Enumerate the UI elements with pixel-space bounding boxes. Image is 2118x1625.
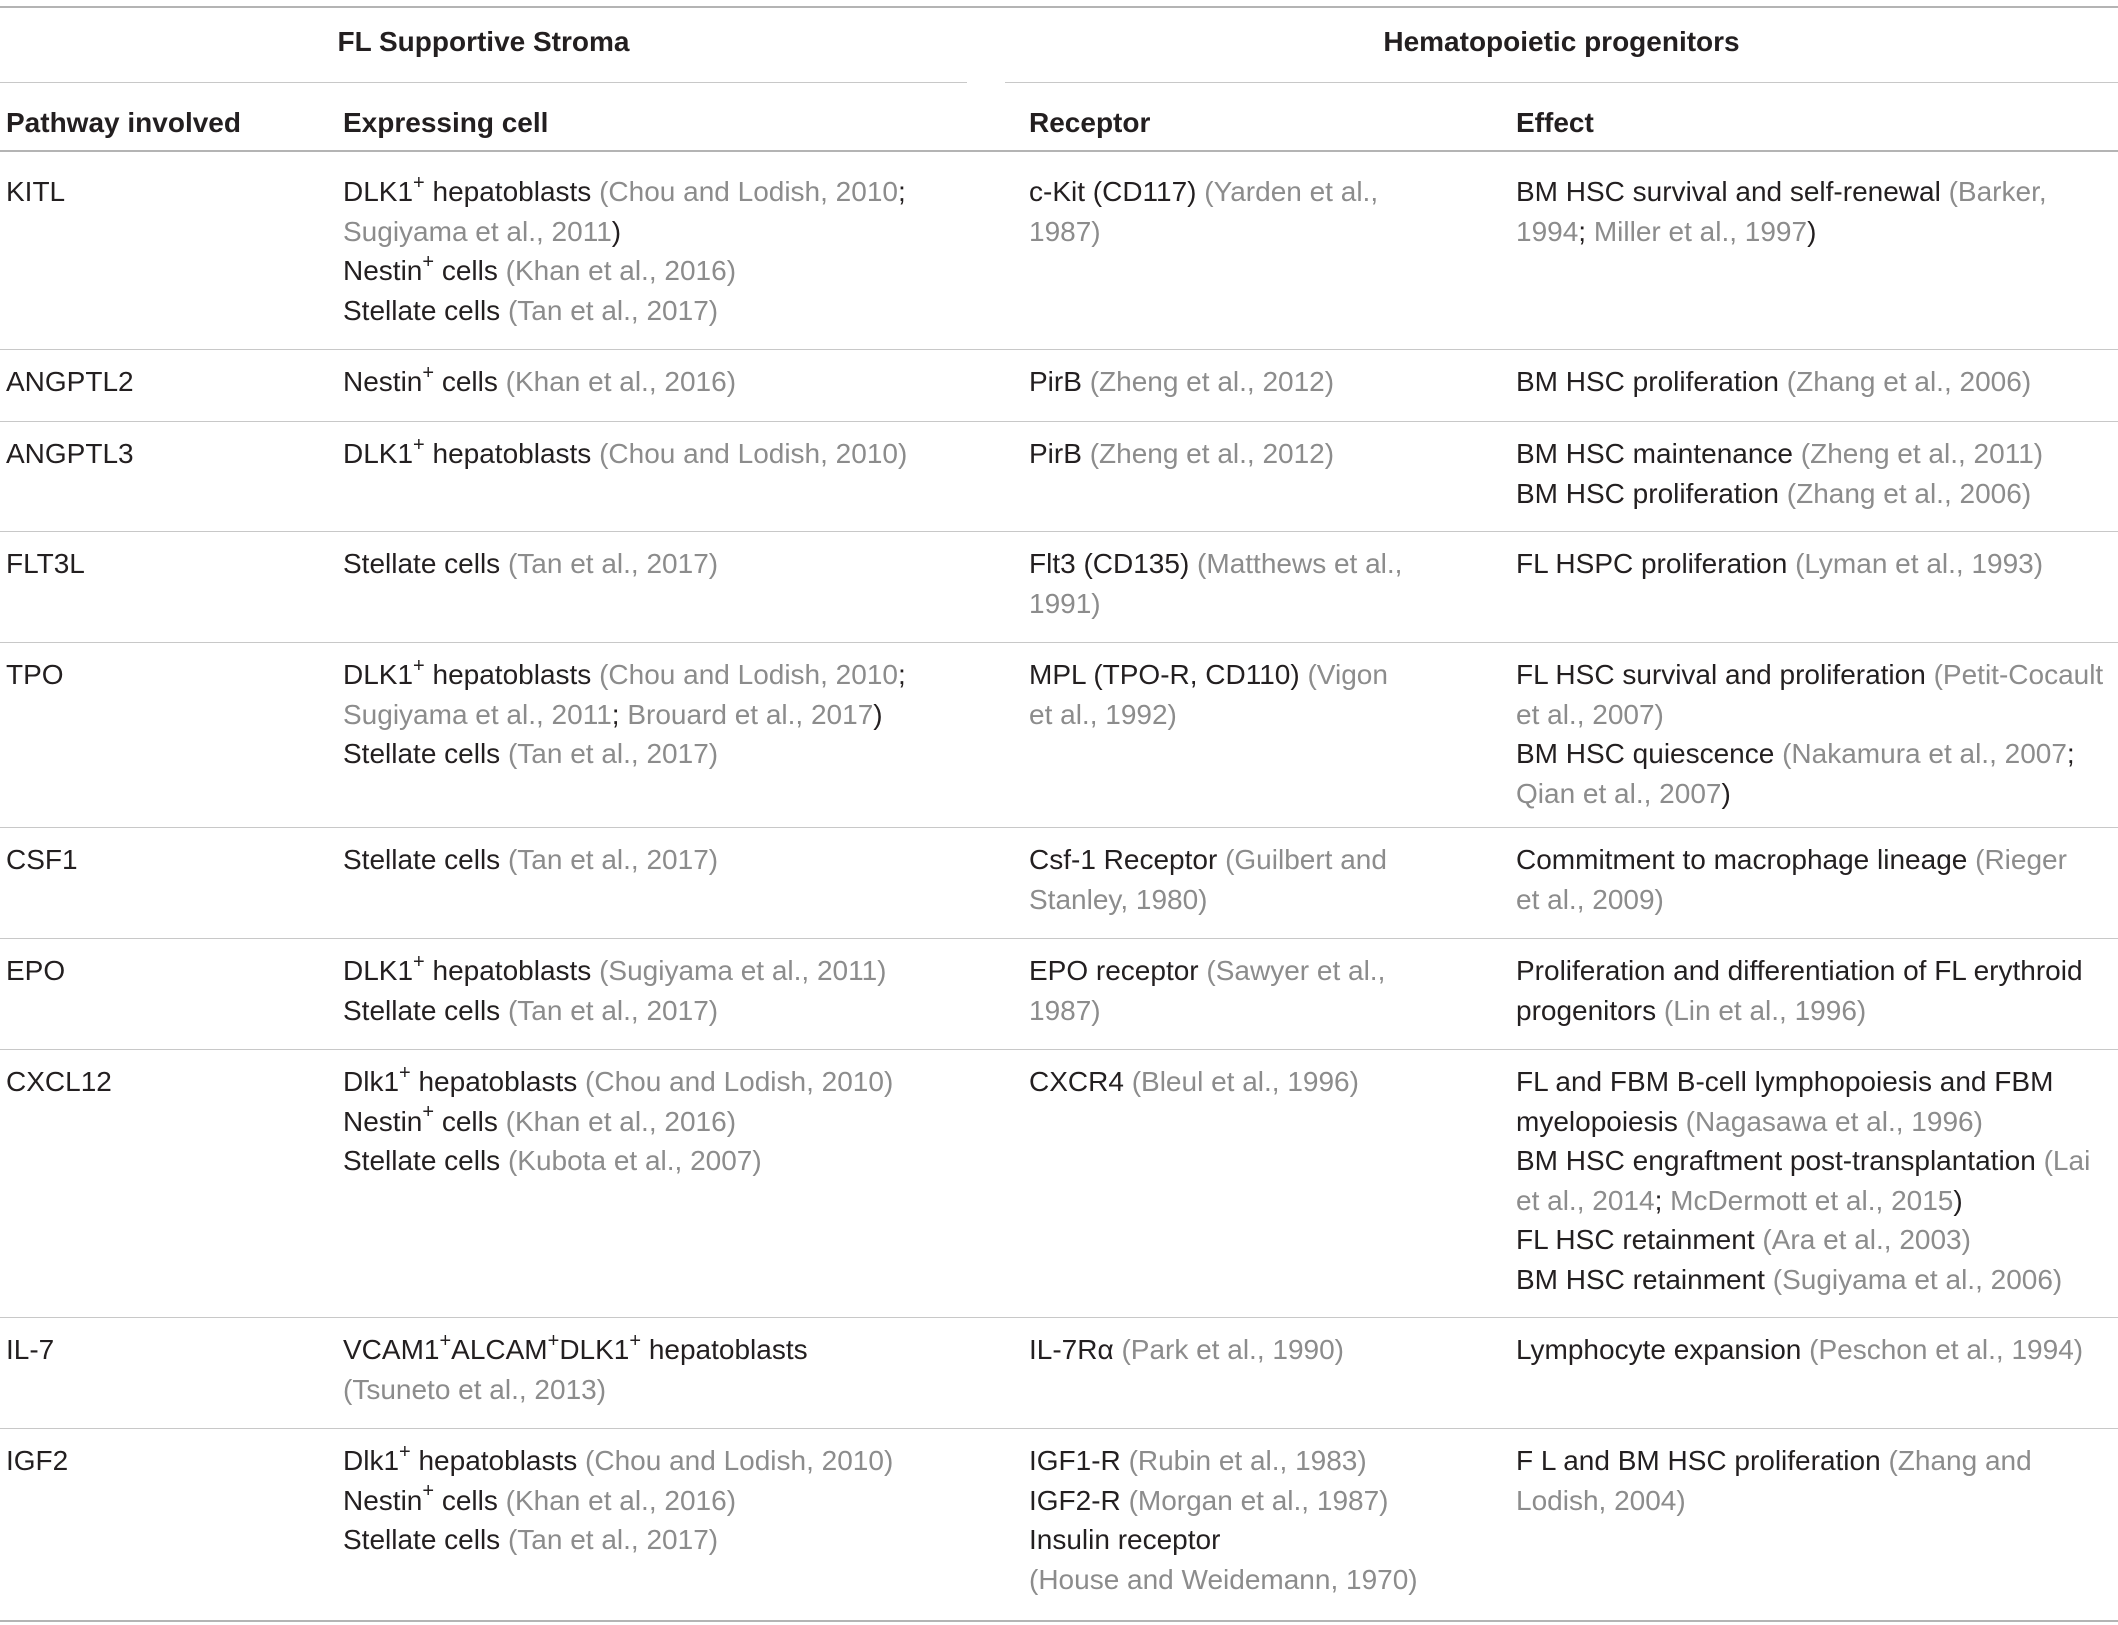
cell-expressing xyxy=(343,172,906,330)
cell-line xyxy=(343,695,906,735)
citation-link[interactable]: McDermott et al., 2015 xyxy=(1670,1184,1954,1216)
citation-link[interactable]: 1987) xyxy=(1029,215,1101,247)
cell-text: Stellate cells xyxy=(343,548,508,579)
citation-link[interactable]: (Zheng et al., 2012) xyxy=(1089,366,1335,397)
cell-line xyxy=(1516,1062,2090,1102)
cell-text: DLK1 xyxy=(343,438,414,469)
cell-text: hepatoblasts xyxy=(424,659,600,690)
cell-line xyxy=(343,362,736,402)
superscript-plus: + xyxy=(629,1329,642,1352)
cell-effect xyxy=(1516,951,2083,1030)
superscript-plus: + xyxy=(439,1329,452,1352)
cell-line xyxy=(343,1102,893,1142)
citation-link[interactable]: (Tan et al., 2017) xyxy=(507,294,719,326)
cell-line xyxy=(1029,172,1378,212)
superscript-plus: + xyxy=(413,950,425,973)
row-divider xyxy=(0,1317,2118,1318)
citation-link[interactable]: (Nakamura et al., 2007 xyxy=(1782,738,2067,769)
citation-link[interactable]: (Tan et al., 2017) xyxy=(507,548,719,579)
citation-link[interactable]: (Chou and Lodish, 2010) xyxy=(585,1066,894,1097)
cell-text: cells xyxy=(434,366,506,397)
citation-link[interactable]: (Zhang et al., 2006) xyxy=(1786,366,2032,397)
cell-text: c-Kit (CD117) xyxy=(1029,176,1205,207)
citation-link[interactable]: (Matthews et al., xyxy=(1197,548,1403,579)
cell-receptor xyxy=(1029,840,1387,919)
superscript-plus: + xyxy=(422,250,435,273)
citation-link[interactable]: (Zhang et al., 2006) xyxy=(1786,477,2032,509)
citation-link[interactable]: (Lyman et al., 1993) xyxy=(1795,548,2044,579)
citation-link[interactable]: Stanley, 1980) xyxy=(1029,883,1208,915)
cell-text: Stellate cells xyxy=(343,294,508,326)
cell-pathway: EPO xyxy=(6,955,66,986)
citation-link[interactable]: (House and Weidemann, 1970) xyxy=(1029,1563,1418,1595)
cell-line xyxy=(1516,1220,2090,1260)
citation-link[interactable]: et al., 2007) xyxy=(1516,698,1664,730)
citation-link[interactable]: (Tan et al., 2017) xyxy=(507,844,719,875)
citation-link[interactable]: (Zheng et al., 2011) xyxy=(1800,438,2044,469)
cell-text: ; xyxy=(897,176,906,207)
cell-expressing xyxy=(343,434,907,474)
cell-line xyxy=(1516,734,2103,774)
cell-text: Lymphocyte expansion xyxy=(1516,1334,1810,1365)
citation-link[interactable]: (Sugiyama et al., 2011) xyxy=(599,955,887,986)
cell-receptor xyxy=(1029,172,1378,251)
row-divider xyxy=(0,531,2118,532)
cell-effect xyxy=(1516,1062,2090,1299)
cell-line xyxy=(1516,951,2083,991)
cell-text: cells xyxy=(434,1484,506,1516)
cell-text: ; xyxy=(2066,738,2075,769)
citation-link[interactable]: 1987) xyxy=(1029,994,1101,1026)
citation-link[interactable]: 1994 xyxy=(1516,215,1579,247)
cell-line xyxy=(343,1481,893,1521)
column-header-receptor: Receptor xyxy=(1029,107,1151,138)
cell-line xyxy=(1516,1330,2083,1370)
row-divider xyxy=(0,421,2118,422)
cell-receptor xyxy=(1029,362,1334,402)
cell-line xyxy=(343,1062,893,1102)
cell-text: ) xyxy=(611,215,622,247)
group-rule-progenitors xyxy=(1005,82,2118,83)
cell-text: ) xyxy=(1721,777,1731,809)
cell-text: Stellate cells xyxy=(343,844,508,875)
citation-link[interactable]: (Khan et al., 2016) xyxy=(505,1484,737,1516)
cell-line xyxy=(343,1141,893,1181)
header-rule xyxy=(0,150,2118,152)
citation-link[interactable]: (Tan et al., 2017) xyxy=(507,1524,719,1555)
cell-text: Insulin receptor xyxy=(1029,1524,1221,1555)
cell-text: MPL (TPO-R, CD110) xyxy=(1029,659,1308,690)
cell-text: EPO receptor xyxy=(1029,955,1207,986)
cell-text: ; xyxy=(897,659,906,690)
superscript-plus: + xyxy=(422,1101,435,1124)
row-divider xyxy=(0,349,2118,350)
citation-link[interactable]: (Tsuneto et al., 2013) xyxy=(343,1373,607,1405)
cell-text: BM HSC proliferation xyxy=(1516,477,1787,509)
cell-line xyxy=(343,251,906,291)
citation-link[interactable]: et al., 2014 xyxy=(1516,1184,1655,1216)
cell-text: Flt3 (CD135) xyxy=(1029,548,1198,579)
citation-link[interactable]: (Vigon xyxy=(1307,659,1388,690)
bottom-rule xyxy=(0,1620,2118,1622)
cell-receptor xyxy=(1029,1441,1418,1599)
cell-text: BM HSC retainment xyxy=(1516,1263,1773,1295)
citation-link[interactable]: Sugiyama et al., 2011 xyxy=(343,698,612,730)
cell-line xyxy=(1516,695,2103,735)
citation-link[interactable]: Lodish, 2004) xyxy=(1516,1484,1686,1516)
cell-line xyxy=(1516,544,2043,584)
cell-text: IGF1-R xyxy=(1029,1445,1129,1476)
cell-expressing xyxy=(343,1441,893,1560)
cell-pathway: ANGPTL2 xyxy=(6,366,134,397)
citation-link[interactable]: (Morgan et al., 1987) xyxy=(1128,1484,1389,1516)
cell-line xyxy=(1516,774,2103,814)
cell-line xyxy=(1029,1481,1418,1521)
top-rule xyxy=(0,6,2118,8)
cell-text: PirB xyxy=(1029,438,1090,469)
cell-expressing xyxy=(343,655,906,774)
cell-text: CXCR4 xyxy=(1029,1066,1132,1097)
cell-line xyxy=(1516,362,2031,402)
cell-line xyxy=(1029,544,1402,584)
cell-effect xyxy=(1516,362,2031,402)
cell-line xyxy=(343,212,906,252)
cell-line xyxy=(1029,991,1385,1031)
superscript-plus: + xyxy=(413,654,425,677)
cell-line xyxy=(1029,362,1334,402)
cell-line xyxy=(343,544,718,584)
cell-text: hepatoblasts xyxy=(424,438,600,469)
citation-link[interactable]: (Khan et al., 2016) xyxy=(505,366,737,397)
citation-link[interactable]: (Tan et al., 2017) xyxy=(507,994,719,1026)
cell-text: Nestin xyxy=(343,1484,423,1516)
cell-text: BM HSC maintenance xyxy=(1516,438,1801,469)
cell-text: DLK1 xyxy=(343,955,414,986)
cell-text: FL HSPC proliferation xyxy=(1516,548,1796,579)
cell-line xyxy=(343,434,907,474)
cell-line xyxy=(343,1441,893,1481)
cell-text: Nestin xyxy=(343,255,423,286)
cell-line xyxy=(1029,434,1334,474)
citation-link[interactable]: (Park et al., 1990) xyxy=(1121,1334,1344,1365)
cell-line xyxy=(1516,474,2043,514)
citation-link[interactable]: (Chou and Lodish, 2010 xyxy=(599,176,898,207)
cell-line xyxy=(1516,1441,2032,1481)
cell-receptor xyxy=(1029,655,1388,734)
cell-effect xyxy=(1516,1330,2083,1370)
cell-line xyxy=(1029,655,1388,695)
citation-link[interactable]: (Khan et al., 2016) xyxy=(505,255,737,286)
cell-text: hepatoblasts xyxy=(410,1445,586,1476)
cell-text: cells xyxy=(434,255,506,286)
cell-text: Stellate cells xyxy=(343,738,508,769)
cell-text: FL HSC retainment xyxy=(1516,1224,1763,1255)
citation-link[interactable]: (Lin et al., 1996) xyxy=(1663,994,1867,1026)
group-heading-stroma: FL Supportive Stroma xyxy=(337,26,630,57)
citation-link[interactable]: (Sawyer et al., xyxy=(1206,955,1386,986)
citation-link[interactable]: (Chou and Lodish, 2010 xyxy=(599,659,898,690)
row-divider xyxy=(0,1049,2118,1050)
citation-link[interactable]: (Zheng et al., 2012) xyxy=(1089,438,1335,469)
cell-expressing xyxy=(343,840,718,880)
cell-line xyxy=(1516,1141,2090,1181)
cell-expressing xyxy=(343,544,718,584)
citation-link[interactable]: (Rubin et al., 1983) xyxy=(1128,1445,1367,1476)
cell-text: hepatoblasts xyxy=(424,955,600,986)
citation-link[interactable]: (Ara et al., 2003) xyxy=(1762,1224,1971,1255)
cell-text: BM HSC survival and self-renewal xyxy=(1516,176,1949,207)
cell-line xyxy=(1516,880,2067,920)
cell-receptor xyxy=(1029,951,1385,1030)
cell-text: ; xyxy=(1578,215,1594,247)
cell-text: Nestin xyxy=(343,1105,423,1137)
cell-text: ) xyxy=(1953,1184,1963,1216)
cell-line xyxy=(343,291,906,331)
cell-expressing xyxy=(343,362,736,402)
cell-text: Stellate cells xyxy=(343,994,508,1026)
citation-link[interactable]: (Nagasawa et al., 1996) xyxy=(1685,1105,1983,1137)
cell-effect xyxy=(1516,434,2043,513)
superscript-plus: + xyxy=(547,1329,560,1352)
cell-line xyxy=(1029,695,1388,735)
cell-line xyxy=(343,840,718,880)
cell-expressing xyxy=(343,951,887,1030)
cell-line xyxy=(1029,951,1385,991)
superscript-plus: + xyxy=(399,1061,411,1084)
cell-text: Stellate cells xyxy=(343,1145,508,1176)
cell-line xyxy=(1516,655,2103,695)
cell-effect xyxy=(1516,655,2103,813)
citation-link[interactable]: (Zhang and xyxy=(1888,1445,2032,1476)
citation-link[interactable]: (Chou and Lodish, 2010) xyxy=(585,1445,894,1476)
column-header-pathway: Pathway involved xyxy=(6,107,241,138)
cell-line xyxy=(343,655,906,695)
cell-text: IGF2-R xyxy=(1029,1484,1129,1516)
citation-link[interactable]: (Khan et al., 2016) xyxy=(505,1105,737,1137)
citation-link[interactable]: (Bleul et al., 1996) xyxy=(1131,1066,1359,1097)
group-heading-progenitors: Hematopoietic progenitors xyxy=(1383,26,1740,57)
cell-text: BM HSC proliferation xyxy=(1516,366,1787,397)
cell-line xyxy=(343,1370,808,1410)
superscript-plus: + xyxy=(413,433,425,456)
cell-text: ; xyxy=(611,698,628,730)
cell-text: ; xyxy=(1654,1184,1671,1216)
cell-pathway: IGF2 xyxy=(6,1445,69,1476)
cell-text: Proliferation and differentiation of FL erythroid xyxy=(1516,955,2083,986)
cell-text: Commitment to macrophage lineage xyxy=(1516,844,1976,875)
superscript-plus: + xyxy=(399,1440,411,1463)
cell-line xyxy=(1516,1260,2090,1300)
cell-pathway: CSF1 xyxy=(6,844,78,875)
cell-line xyxy=(1516,1481,2032,1521)
cell-pathway: FLT3L xyxy=(6,548,85,579)
cell-expressing xyxy=(343,1330,808,1409)
cell-pathway: KITL xyxy=(6,176,66,207)
cell-line xyxy=(1029,584,1402,624)
cell-pathway: IL-7 xyxy=(6,1334,55,1365)
citation-link[interactable]: (Peschon et al., 1994) xyxy=(1809,1334,2084,1365)
cell-text: F L and BM HSC proliferation xyxy=(1516,1445,1889,1476)
superscript-plus: + xyxy=(413,171,425,194)
cell-text: FL HSC survival and proliferation xyxy=(1516,659,1934,690)
column-header-effect: Effect xyxy=(1516,107,1594,138)
cell-pathway: TPO xyxy=(6,659,64,690)
cell-line xyxy=(1516,991,2083,1031)
cell-line xyxy=(1516,172,2047,212)
cell-line xyxy=(1029,1560,1418,1600)
cell-text: ) xyxy=(1807,215,1817,247)
cell-text: myelopoiesis xyxy=(1516,1105,1686,1137)
cell-line xyxy=(343,951,887,991)
cell-text: Nestin xyxy=(343,366,423,397)
citation-link[interactable]: (Kubota et al., 2007) xyxy=(507,1145,762,1176)
cell-receptor xyxy=(1029,434,1334,474)
row-divider xyxy=(0,827,2118,828)
citation-link[interactable]: et al., 1992) xyxy=(1029,698,1177,730)
citation-link[interactable]: (Chou and Lodish, 2010) xyxy=(599,438,908,469)
cell-text: Stellate cells xyxy=(343,1524,508,1555)
citation-link[interactable]: (Guilbert and xyxy=(1225,844,1387,875)
cell-text: progenitors xyxy=(1516,994,1664,1026)
cell-text: Dlk1 xyxy=(343,1445,400,1476)
cell-text: VCAM1 xyxy=(343,1334,440,1365)
cell-text: DLK1 xyxy=(343,176,414,207)
cell-receptor xyxy=(1029,1062,1359,1102)
cell-line xyxy=(1029,840,1387,880)
cell-text: DLK1 xyxy=(559,1334,630,1365)
cell-line xyxy=(343,734,906,774)
cell-line xyxy=(343,1520,893,1560)
citation-link[interactable]: Miller et al., 1997 xyxy=(1593,215,1808,247)
cell-line xyxy=(343,1330,808,1370)
cell-line xyxy=(1516,1181,2090,1221)
cell-receptor xyxy=(1029,544,1402,623)
cell-receptor xyxy=(1029,1330,1344,1370)
cell-text: hepatoblasts xyxy=(424,176,600,207)
cell-line xyxy=(1029,880,1387,920)
cell-text: cells xyxy=(434,1105,506,1137)
cell-text: BM HSC quiescence xyxy=(1516,738,1783,769)
cell-text: ALCAM xyxy=(451,1334,548,1365)
cell-line xyxy=(1516,840,2067,880)
cell-line xyxy=(343,172,906,212)
citation-link[interactable]: (Yarden et al., xyxy=(1204,176,1379,207)
cell-text: PirB xyxy=(1029,366,1090,397)
cell-effect xyxy=(1516,544,2043,584)
cell-line xyxy=(1029,212,1378,252)
cell-line xyxy=(1516,434,2043,474)
cell-pathway: CXCL12 xyxy=(6,1066,112,1097)
cell-text: Csf-1 Receptor xyxy=(1029,844,1226,875)
cell-line xyxy=(1516,212,2047,252)
cell-text: DLK1 xyxy=(343,659,414,690)
cell-text: IL-7Rα xyxy=(1029,1334,1122,1365)
citation-link[interactable]: 1991) xyxy=(1029,587,1101,619)
cell-text: FL and FBM B-cell lymphopoiesis and FBM xyxy=(1516,1066,2054,1097)
cell-text: Dlk1 xyxy=(343,1066,400,1097)
superscript-plus: + xyxy=(422,1480,435,1503)
row-divider xyxy=(0,1428,2118,1429)
citation-link[interactable]: (Rieger xyxy=(1975,844,2067,875)
row-divider xyxy=(0,938,2118,939)
row-divider xyxy=(0,642,2118,643)
superscript-plus: + xyxy=(422,361,435,384)
cell-text: BM HSC engraftment post-transplantation xyxy=(1516,1145,2044,1176)
citation-link[interactable]: Brouard et al., 2017 xyxy=(627,698,874,730)
cell-line xyxy=(1029,1330,1344,1370)
citation-link[interactable]: Sugiyama et al., 2011 xyxy=(343,215,612,247)
group-rule-stroma xyxy=(0,82,967,83)
cell-effect xyxy=(1516,172,2047,251)
citation-link[interactable]: (Barker, xyxy=(1948,176,2047,207)
cell-pathway: ANGPTL3 xyxy=(6,438,134,469)
cell-line xyxy=(1029,1520,1418,1560)
cell-text: hepatoblasts xyxy=(410,1066,586,1097)
cell-line xyxy=(1029,1062,1359,1102)
citation-link[interactable]: et al., 2009) xyxy=(1516,883,1664,915)
cell-line xyxy=(1029,1441,1418,1481)
cell-text: hepatoblasts xyxy=(641,1334,808,1365)
citation-link[interactable]: (Tan et al., 2017) xyxy=(507,738,719,769)
citation-link[interactable]: Qian et al., 2007 xyxy=(1516,777,1722,809)
cell-text: ) xyxy=(873,698,883,730)
citation-link[interactable]: (Petit-Cocault xyxy=(1933,659,2104,690)
column-header-expressing-cell: Expressing cell xyxy=(343,107,549,138)
cell-expressing xyxy=(343,1062,893,1181)
citation-link[interactable]: (Sugiyama et al., 2006) xyxy=(1772,1263,2063,1295)
cell-effect xyxy=(1516,840,2067,919)
cell-line xyxy=(1516,1102,2090,1142)
cell-effect xyxy=(1516,1441,2032,1520)
cell-line xyxy=(343,991,887,1031)
citation-link[interactable]: (Lai xyxy=(2043,1145,2091,1176)
